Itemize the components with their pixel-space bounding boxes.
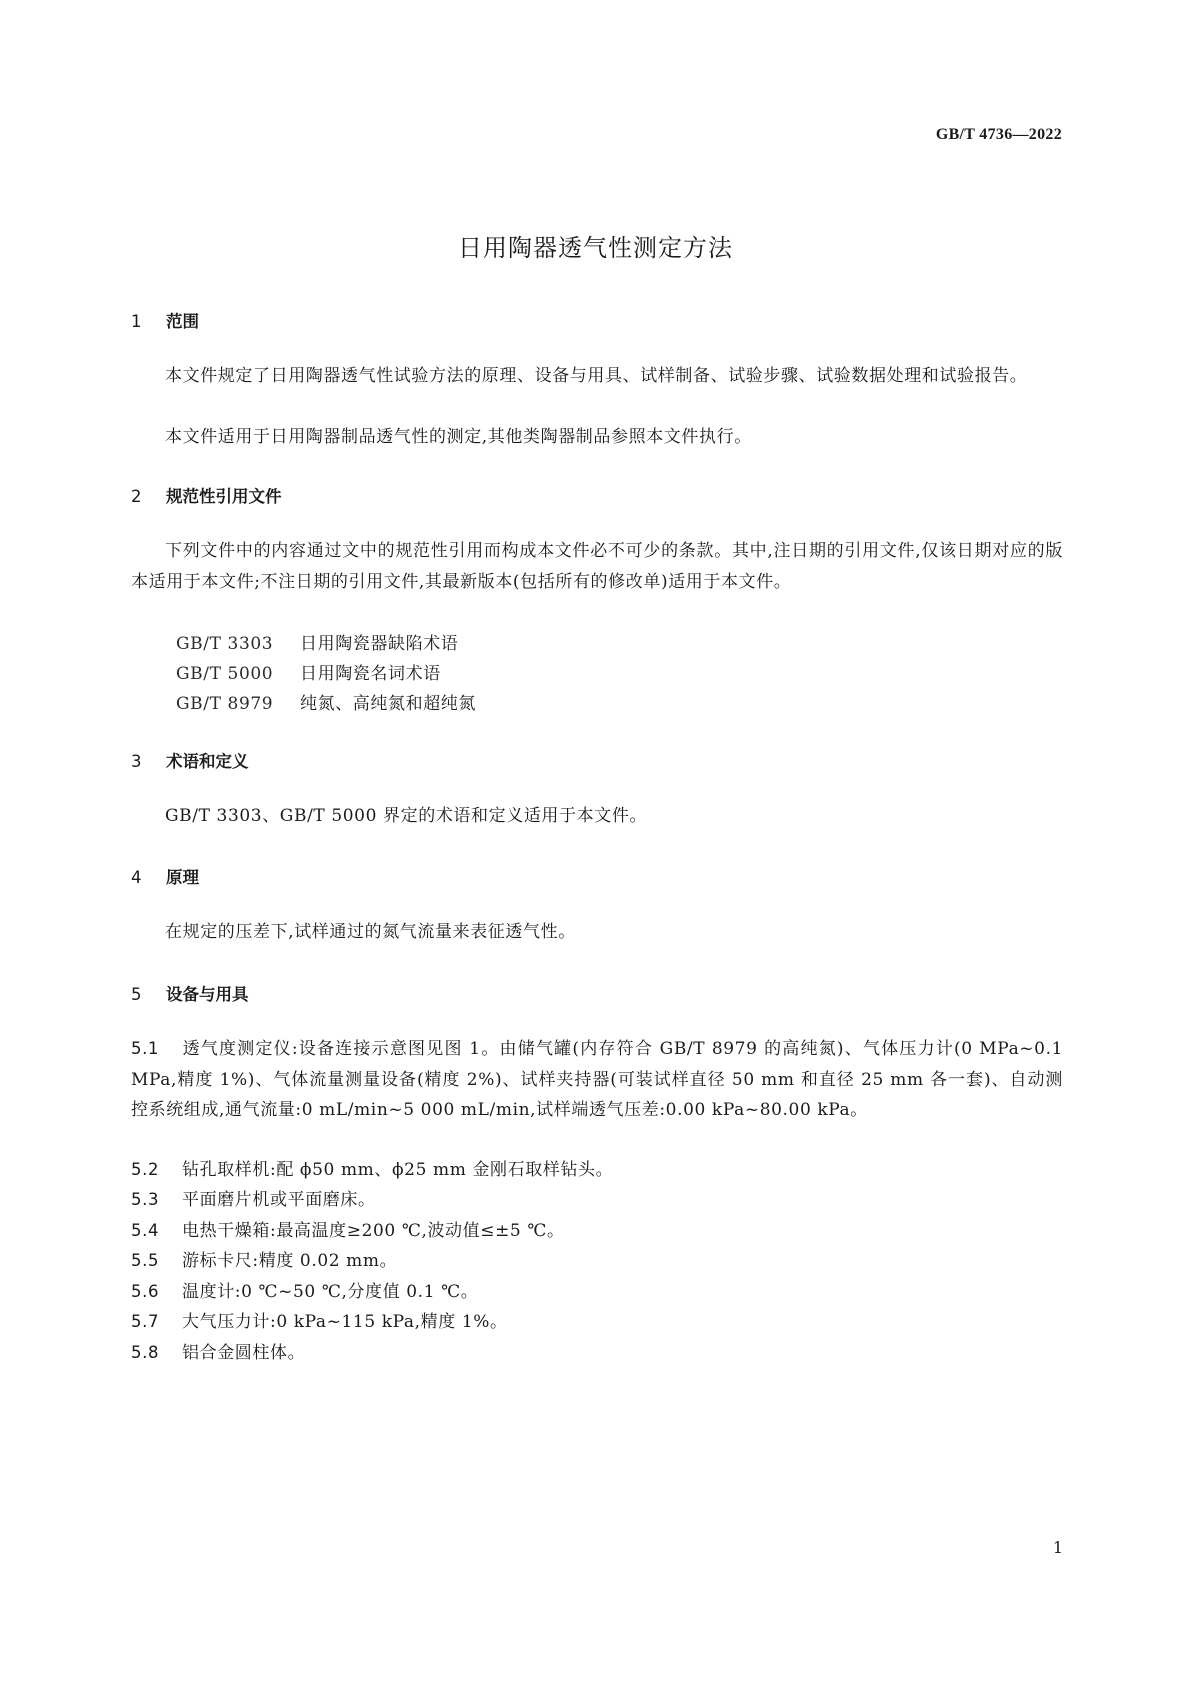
clause-number: 5.8 <box>131 1343 160 1362</box>
reference-code: GB/T 8979 <box>176 694 274 714</box>
section-title: 原理 <box>166 868 199 887</box>
normative-reference <box>176 659 441 684</box>
section-2-paragraph-1: 下列文件中的内容通过文中的规范性引用而构成本文件必不可少的条款。其中,注日期的引用文件,仅该日期对应的版本适用于本文件;不注日期的引用文件,其最新版本(包括所有的修改单)适用于本文件。 <box>131 541 1063 592</box>
clause-number: 5.2 <box>131 1160 160 1179</box>
normative-reference <box>176 689 476 714</box>
clause-number: 5.5 <box>131 1251 160 1270</box>
clause-number: 5.3 <box>131 1190 160 1209</box>
clause-text: 电热干燥箱:最高温度≥200 ℃,波动值≤±5 ℃。 <box>182 1221 565 1241</box>
section-number: 1 <box>131 312 142 331</box>
section-title: 术语和定义 <box>166 752 249 771</box>
clause-number: 5.6 <box>131 1282 160 1301</box>
reference-name: 纯氮、高纯氮和超纯氮 <box>300 694 476 714</box>
section-3-paragraph-1: GB/T 3303、GB/T 5000 界定的术语和定义适用于本文件。 <box>165 806 648 826</box>
section-5-heading <box>131 981 249 1005</box>
document-title: 日用陶器透气性测定方法 <box>458 234 733 262</box>
standard-code: GB/T 4736—2022 <box>935 126 1062 143</box>
clause-number: 5.1 <box>131 1039 160 1058</box>
section-1-paragraph-1: 本文件规定了日用陶器透气性试验方法的原理、设备与用具、试样制备、试验步骤、试验数据处理和试验报告。 <box>165 366 1028 386</box>
clause-text: 透气度测定仪:设备连接示意图见图 1。由储气罐(内存符合 GB/T 8979 的高纯氮)、气体压力计(0 MPa~0.1 MPa,精度 1%)、气体流量测量设备(精度 2%)、试样夹持器(可装试样直径 50 mm 和直径 25 mm 各一套)、自动测控系统组成,通气流量:0 mL/min~5 000 mL/min,试样端透气压差:0.00 kPa~80.00 kPa。 <box>131 1039 1063 1120</box>
section-title: 范围 <box>166 312 199 331</box>
reference-name: 日用陶瓷器缺陷术语 <box>300 634 459 654</box>
clause-item <box>131 1338 1063 1369</box>
clause-item <box>131 1246 1063 1277</box>
section-title: 规范性引用文件 <box>166 487 282 506</box>
clause-text: 平面磨片机或平面磨床。 <box>182 1190 376 1210</box>
section-number: 4 <box>131 868 142 887</box>
reference-name: 日用陶瓷名词术语 <box>300 664 441 684</box>
normative-reference <box>176 629 458 654</box>
section-3-heading <box>131 748 249 772</box>
clause-item <box>131 1216 1063 1247</box>
reference-code: GB/T 3303 <box>176 634 274 654</box>
section-4-heading <box>131 864 199 888</box>
clause-item <box>131 1307 1063 1338</box>
clause-item <box>131 1155 1063 1186</box>
section-4-paragraph-1: 在规定的压差下,试样通过的氮气流量来表征透气性。 <box>165 922 576 942</box>
clause-text: 钻孔取样机:配 ϕ50 mm、ϕ25 mm 金刚石取样钻头。 <box>182 1160 614 1180</box>
clause-item <box>131 1034 1063 1126</box>
page-number: 1 <box>1052 1538 1063 1557</box>
section-1-heading <box>131 308 199 332</box>
clause-text: 铝合金圆柱体。 <box>182 1343 306 1363</box>
clause-text: 大气压力计:0 kPa~115 kPa,精度 1%。 <box>182 1312 508 1332</box>
clause-item <box>131 1277 1063 1308</box>
clause-text: 游标卡尺:精度 0.02 mm。 <box>182 1251 398 1271</box>
section-2-heading <box>131 483 282 507</box>
section-number: 2 <box>131 487 142 506</box>
clause-item <box>131 1185 1063 1216</box>
reference-code: GB/T 5000 <box>176 664 274 684</box>
section-number: 3 <box>131 752 142 771</box>
clause-number: 5.4 <box>131 1221 160 1240</box>
section-title: 设备与用具 <box>166 985 249 1004</box>
clause-text: 温度计:0 ℃~50 ℃,分度值 0.1 ℃。 <box>182 1282 479 1302</box>
section-1-paragraph-2: 本文件适用于日用陶器制品透气性的测定,其他类陶器制品参照本文件执行。 <box>165 427 752 447</box>
clause-number: 5.7 <box>131 1312 160 1331</box>
section-number: 5 <box>131 985 142 1004</box>
